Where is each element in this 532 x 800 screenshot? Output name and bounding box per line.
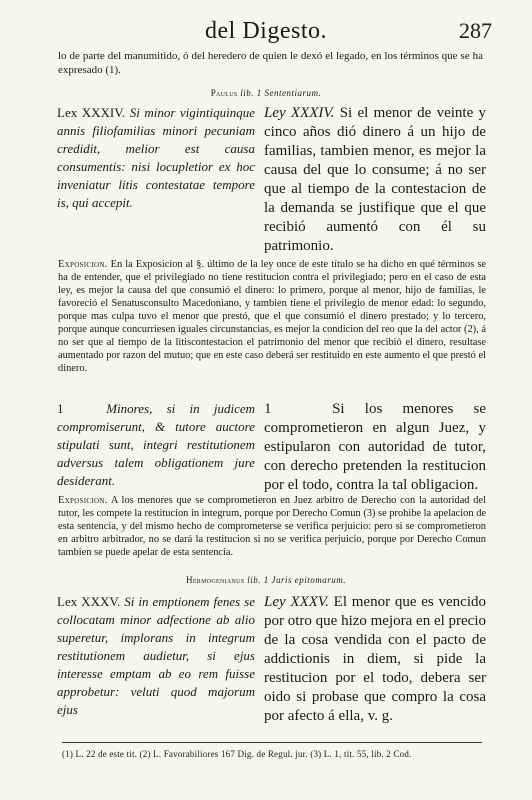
exposicion-2-text: A los menores que se comprometieron en Juez arbitro de Derecho con la autoridad del tutor, les compete la restitucion in integrum, porque por Derecho Comun (3) se prohibe la apelacion de esta sentencia, y del mismo hecho de comprometerse se verifica perjuicio: pero si se comprometieron en arbitro arbitrador, no se dará la restitucion si no se verifica perjuicio, porque por Derecho Comun tambien se puede apelar de esta sentencia.: [58, 495, 486, 558]
exposicion-1: [58, 258, 486, 375]
exposicion-1-text: En la Exposicion al §. último de la ley once de este título se ha dicho en qué términos se ha de entender, que el privilegiado no tiene restitucion contra el privilegiado; pero en el caso de esta ley, es mejor la causa del que consumió el dinero: lo primero, porque al menor, hijo de familias, le favoreció el Senatusconsulto Macedoniano, y tambien tiene el privilegio de menor edad: lo segundo, porque mas culpa tuvo el menor que prestó, que el que consumió el dinero prestado; y lo tercero, porque aunque concurriesen iguales circunstancias, es mejor la condicion del reo que la del actor (2), á no ser que al tiempo de la litiscontestacion el patrimonio del menor que recibió el dinero, resultase aumentado por razon del mutuo; que en este caso deberá ser restituido en este aumento el que prestó el dinero.: [58, 259, 486, 374]
ley-35-spanish-text: El menor que es vencido por otro que hizo mejora en el precio de la cosa vendida con el pacto de addictionis in diem, si pide la restitucion por el todo, debera ser oido si probase que compro la cosa por afecto á ella, v. g.: [264, 594, 486, 724]
intro-paragraph: lo de parte del manumitido, ó del heredero de quien le dexó el legado, en los términos que se ha expresado (1).: [58, 50, 483, 76]
source-work: lib. 1 Sententiarum.: [240, 88, 322, 98]
ley-34-spanish: [264, 104, 486, 256]
paragraph-1-latin-number: 1: [57, 401, 64, 416]
lex-34-label: Lex XXXIV.: [57, 105, 126, 120]
paragraph-1-latin: [57, 400, 255, 490]
paragraph-1-spanish-text: Si los menores se comprometieron en algun Juez, y estipularon con autoridad de tutor, con derecho pretenden la restitucion por el todo, contra la tal obligacion.: [264, 401, 487, 493]
exposicion-label: Exposicion.: [58, 495, 108, 506]
ley-35-spanish: [264, 593, 486, 726]
lex-34-latin: [57, 104, 255, 212]
lex-35-latin-text: Si in emptionem fenes se collocatam minor adfectione ab alio superetur, implorans in integrum restitutionem audietur, si ejus interesse emptam ab eo rem fuisse approbetur: veluti quod majorum ejus: [57, 594, 255, 717]
exposicion-label: Exposicion.: [58, 259, 108, 270]
source-work: lib. 1 Juris epitomarum.: [247, 575, 346, 585]
ley-34-spanish-text: Si el menor de veinte y cinco años dió dinero á un hijo de familias, tambien menor, es mejor la causa del que lo consume; á no ser que al tiempo de la contestacion de la demanda se justifique que el que recibió aumentó con él su patrimonio.: [264, 105, 487, 254]
footnote-rule: [62, 742, 482, 743]
ley-34-label: Ley XXXIV.: [264, 105, 335, 121]
paragraph-1-latin-text: Minores, si in judicem compromiserunt, & tutore auctore stipulati sunt, integri restitutionem adversus talem obligationem jure desiderant.: [57, 401, 256, 488]
source-author: Paulus: [210, 88, 238, 98]
running-head-title: del Digesto.: [205, 18, 327, 44]
exposicion-2: [58, 494, 486, 559]
ley-35-label: Ley XXXV.: [264, 594, 329, 610]
paragraph-1-spanish-number: 1: [264, 401, 272, 417]
lex-35-label: Lex XXXV.: [57, 594, 121, 609]
footnotes: (1) L. 22 de este tit. (2) L. Favorabiliores 167 Dig. de Regul. jur. (3) L. 1, tit. 55, lib. 2 Cod.: [62, 749, 412, 759]
page-number: 287: [459, 18, 492, 43]
lex-35-latin: [57, 593, 255, 719]
source-author: Hermogenianus: [186, 575, 245, 585]
source-citation-paulus: [0, 88, 532, 98]
lex-34-latin-text: Si minor vigintiquinque annis filiofamilias minori pecuniam credidit, melior est causa consumentis: nisi locupletior ex hoc inveniatur litis contestatae tempore is, qui accepit.: [57, 105, 255, 210]
source-citation-hermogenianus: [0, 575, 532, 585]
paragraph-1-spanish: [264, 400, 486, 495]
